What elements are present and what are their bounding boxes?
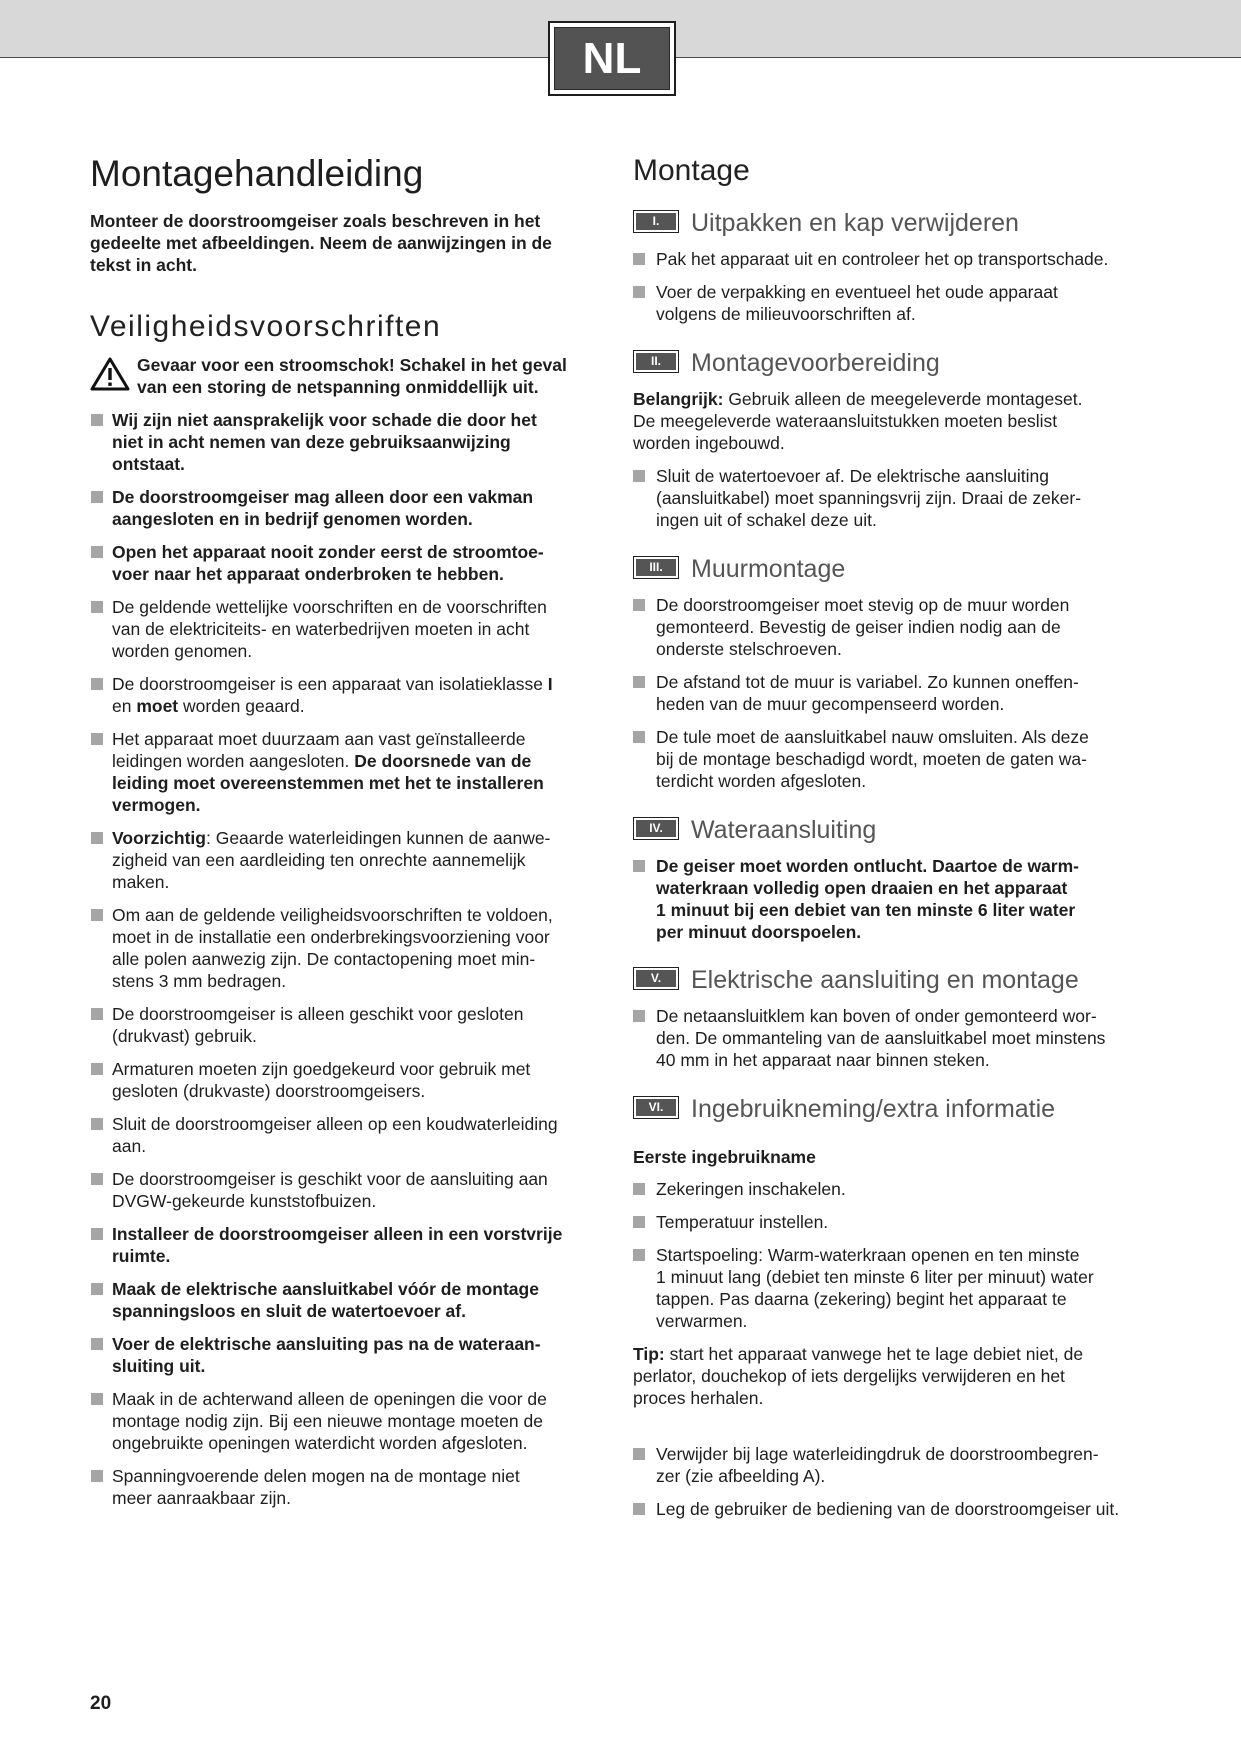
list-item: Wij zijn niet aansprakelijk voor schade die door het niet in acht nemen van deze gebruiksaanwijzing ontstaat. [90, 409, 590, 475]
tip-label: Tip: [633, 1344, 665, 1364]
tip-note [633, 1343, 1193, 1409]
page-title: Montagehandleiding [90, 153, 424, 194]
section-body [633, 388, 1193, 531]
section-3 [633, 554, 1193, 803]
section-body [633, 594, 1193, 792]
safety-list [90, 409, 590, 1520]
warning-triangle-icon [90, 356, 130, 392]
list-item: De afstand tot de muur is variabel. Zo kunnen oneffen- heden van de muur gecompenseerd worden. [633, 671, 1193, 715]
section-number-badge [633, 556, 679, 579]
section-header [633, 815, 1193, 845]
list-item [90, 728, 590, 816]
list-item-bold-text: Voorzichtig [112, 828, 206, 848]
list-item: De doorstroomgeiser is geschikt voor de aansluiting aan DVGW-gekeurde kunststofbuizen. [90, 1168, 590, 1212]
list-item: Om aan de geldende veiligheidsvoorschriften te voldoen, moet in de installatie een onderbrekingsvoorziening voor alle polen aanwezig zijn. De contactopening moet min- stens 3 mm bedragen. [90, 904, 590, 992]
list-item: De geiser moet worden ontlucht. Daartoe de warm- waterkraan volledig open draaien en het apparaat 1 minuut bij een debiet van ten minste 6 liter water per minuut doorspoelen. [633, 855, 1193, 943]
section-title: Muurmontage [691, 555, 846, 583]
section-body [633, 1146, 1193, 1520]
tip-text: start het apparaat vanwege het te lage debiet niet, de perlator, douchekop of iets dergelijks verwijderen en het proces herhalen. [633, 1344, 1084, 1408]
section-number: II. [636, 353, 676, 370]
list-item: Pak het apparaat uit en controleer het op transportschade. [633, 248, 1193, 270]
list-item: Installeer de doorstroomgeiser alleen in een vorstvrije ruimte. [90, 1223, 590, 1267]
section-number: III. [636, 559, 676, 576]
section-number-badge [633, 967, 679, 990]
section-number-badge [633, 1096, 679, 1119]
intro-text: Monteer de doorstroomgeiser zoals beschreven in het gedeelte met afbeeldingen. Neem de aanwijzingen in de tekst in acht. [90, 211, 552, 275]
section-title: Elektrische aansluiting en montage [691, 966, 1079, 994]
section-number: VI. [636, 1099, 676, 1116]
section-number-badge [633, 210, 679, 233]
list-item: De geldende wettelijke voorschriften en de voorschriften van de elektriciteits- en waterbedrijven moeten in acht worden genomen. [90, 596, 590, 662]
list-item-text: : Geaarde waterleidingen kunnen de aanwe- zigheid van een aardleiding ten onrechte aannemelijk maken. [112, 828, 551, 892]
warning-text: Gevaar voor een stroomschok! Schakel in het geval van een storing de netspanning onmiddellijk uit. [137, 355, 567, 397]
section-title: Wateraansluiting [691, 816, 877, 844]
list-item-bold-text: De doorsnede van de leiding moet overeenstemmen met het te installeren vermogen. [112, 751, 544, 815]
list-item: Armaturen moeten zijn goedgekeurd voor gebruik met gesloten (drukvaste) doorstroomgeisers. [90, 1058, 590, 1102]
list-item: De doorstroomgeiser mag alleen door een vakman aangesloten en in bedrijf genomen worden. [90, 486, 590, 530]
section-header [633, 554, 1193, 584]
list-item: De netaansluitklem kan boven of onder gemonteerd wor- den. De ommanteling van de aansluitkabel moet minstens 40 mm in het apparaat naar binnen steken. [633, 1005, 1193, 1071]
list-item: Sluit de watertoevoer af. De elektrische aansluiting (aansluitkabel) moet spanningsvrij zijn. Draai de zeker- ingen uit of schakel deze uit. [633, 465, 1193, 531]
section-body [633, 1005, 1193, 1071]
list-item: Maak de elektrische aansluitkabel vóór de montage spanningsloos en sluit de watertoevoer af. [90, 1278, 590, 1322]
section-5 [633, 965, 1193, 1082]
section-6 [633, 1094, 1193, 1531]
section-number: V. [636, 970, 676, 987]
section-title: Uitpakken en kap verwijderen [691, 209, 1019, 237]
list-item: De doorstroomgeiser is alleen geschikt voor gesloten (drukvast) gebruik. [90, 1003, 590, 1047]
list-item-text: Het apparaat moet duurzaam aan vast geïnstalleerde leidingen worden aangesloten. [112, 729, 526, 771]
language-badge-label: NL [554, 27, 670, 90]
list-item: Voer de elektrische aansluiting pas na de wateraan- sluiting uit. [90, 1333, 590, 1377]
section-number: IV. [636, 820, 676, 837]
note-text: Gebruik alleen de meegeleverde montageset. De meegeleverde wateraansluitstukken moeten beslist worden ingebouwd. [633, 389, 1083, 453]
page-number: 20 [90, 1693, 112, 1714]
list-item-text: en [112, 696, 132, 716]
list-item: Verwijder bij lage waterleidingdruk de doorstroombegren- zer (zie afbeelding A). [633, 1443, 1193, 1487]
list-item: Open het apparaat nooit zonder eerst de stroomtoe- voer naar het apparaat onderbroken te hebben. [90, 541, 590, 585]
list-item [90, 673, 590, 717]
section-body [633, 855, 1193, 943]
section-title: Ingebruikneming/extra informatie [691, 1095, 1056, 1123]
montage-heading: Montage [633, 154, 750, 187]
list-item: De tule moet de aansluitkabel nauw omsluiten. Als deze bij de montage beschadigd wordt, moeten de gaten wa- terdicht worden afgesloten. [633, 726, 1193, 792]
note-label: Belangrijk: [633, 389, 724, 409]
section-4 [633, 815, 1193, 954]
list-item-text: worden geaard. [178, 696, 305, 716]
list-item: Maak in de achterwand alleen de openingen die voor de montage nodig zijn. Bij een nieuwe montage moeten de ongebruikte openingen waterdicht worden afgesloten. [90, 1388, 590, 1454]
section-number: I. [636, 213, 676, 230]
section-header [633, 208, 1193, 238]
section-header [633, 348, 1193, 378]
warning-notice [90, 354, 590, 400]
section-number-badge [633, 817, 679, 840]
section-1 [633, 208, 1193, 336]
list-item: Leg de gebruiker de bediening van de doorstroomgeiser uit. [633, 1498, 1193, 1520]
section-number-badge [633, 350, 679, 373]
section-2 [633, 348, 1193, 542]
list-item: De doorstroomgeiser moet stevig op de muur worden gemonteerd. Bevestig de geiser indien nodig aan de onderste stelschroeven. [633, 594, 1193, 660]
section-header [633, 1094, 1193, 1124]
language-badge [548, 21, 676, 96]
important-note [633, 388, 1193, 454]
list-item [90, 827, 590, 893]
list-item: Voer de verpakking en eventueel het oude apparaat volgens de milieuvoorschriften af. [633, 281, 1193, 325]
list-item: Spanningvoerende delen mogen na de montage niet meer aanraakbaar zijn. [90, 1465, 590, 1509]
section-header [633, 965, 1193, 995]
list-item: Startspoeling: Warm-waterkraan openen en ten minste 1 minuut lang (debiet ten minste 6 liter per minuut) water tappen. Pas daarna (zekering) begint het apparaat te verwarmen. [633, 1244, 1193, 1332]
list-item: Temperatuur instellen. [633, 1211, 1193, 1233]
subheading: Eerste ingebruikname [633, 1147, 816, 1167]
list-item-text: De doorstroomgeiser is een apparaat van isolatieklasse [112, 674, 548, 694]
section-body [633, 248, 1193, 325]
list-item: Sluit de doorstroomgeiser alleen op een koudwaterleiding aan. [90, 1113, 590, 1157]
list-item-bold-text: moet [136, 696, 179, 716]
section-title: Montagevoorbereiding [691, 349, 940, 377]
safety-heading: Veiligheidsvoorschriften [90, 310, 442, 343]
list-item: Zekeringen inschakelen. [633, 1178, 1193, 1200]
list-item-bold-text: I [547, 674, 553, 694]
